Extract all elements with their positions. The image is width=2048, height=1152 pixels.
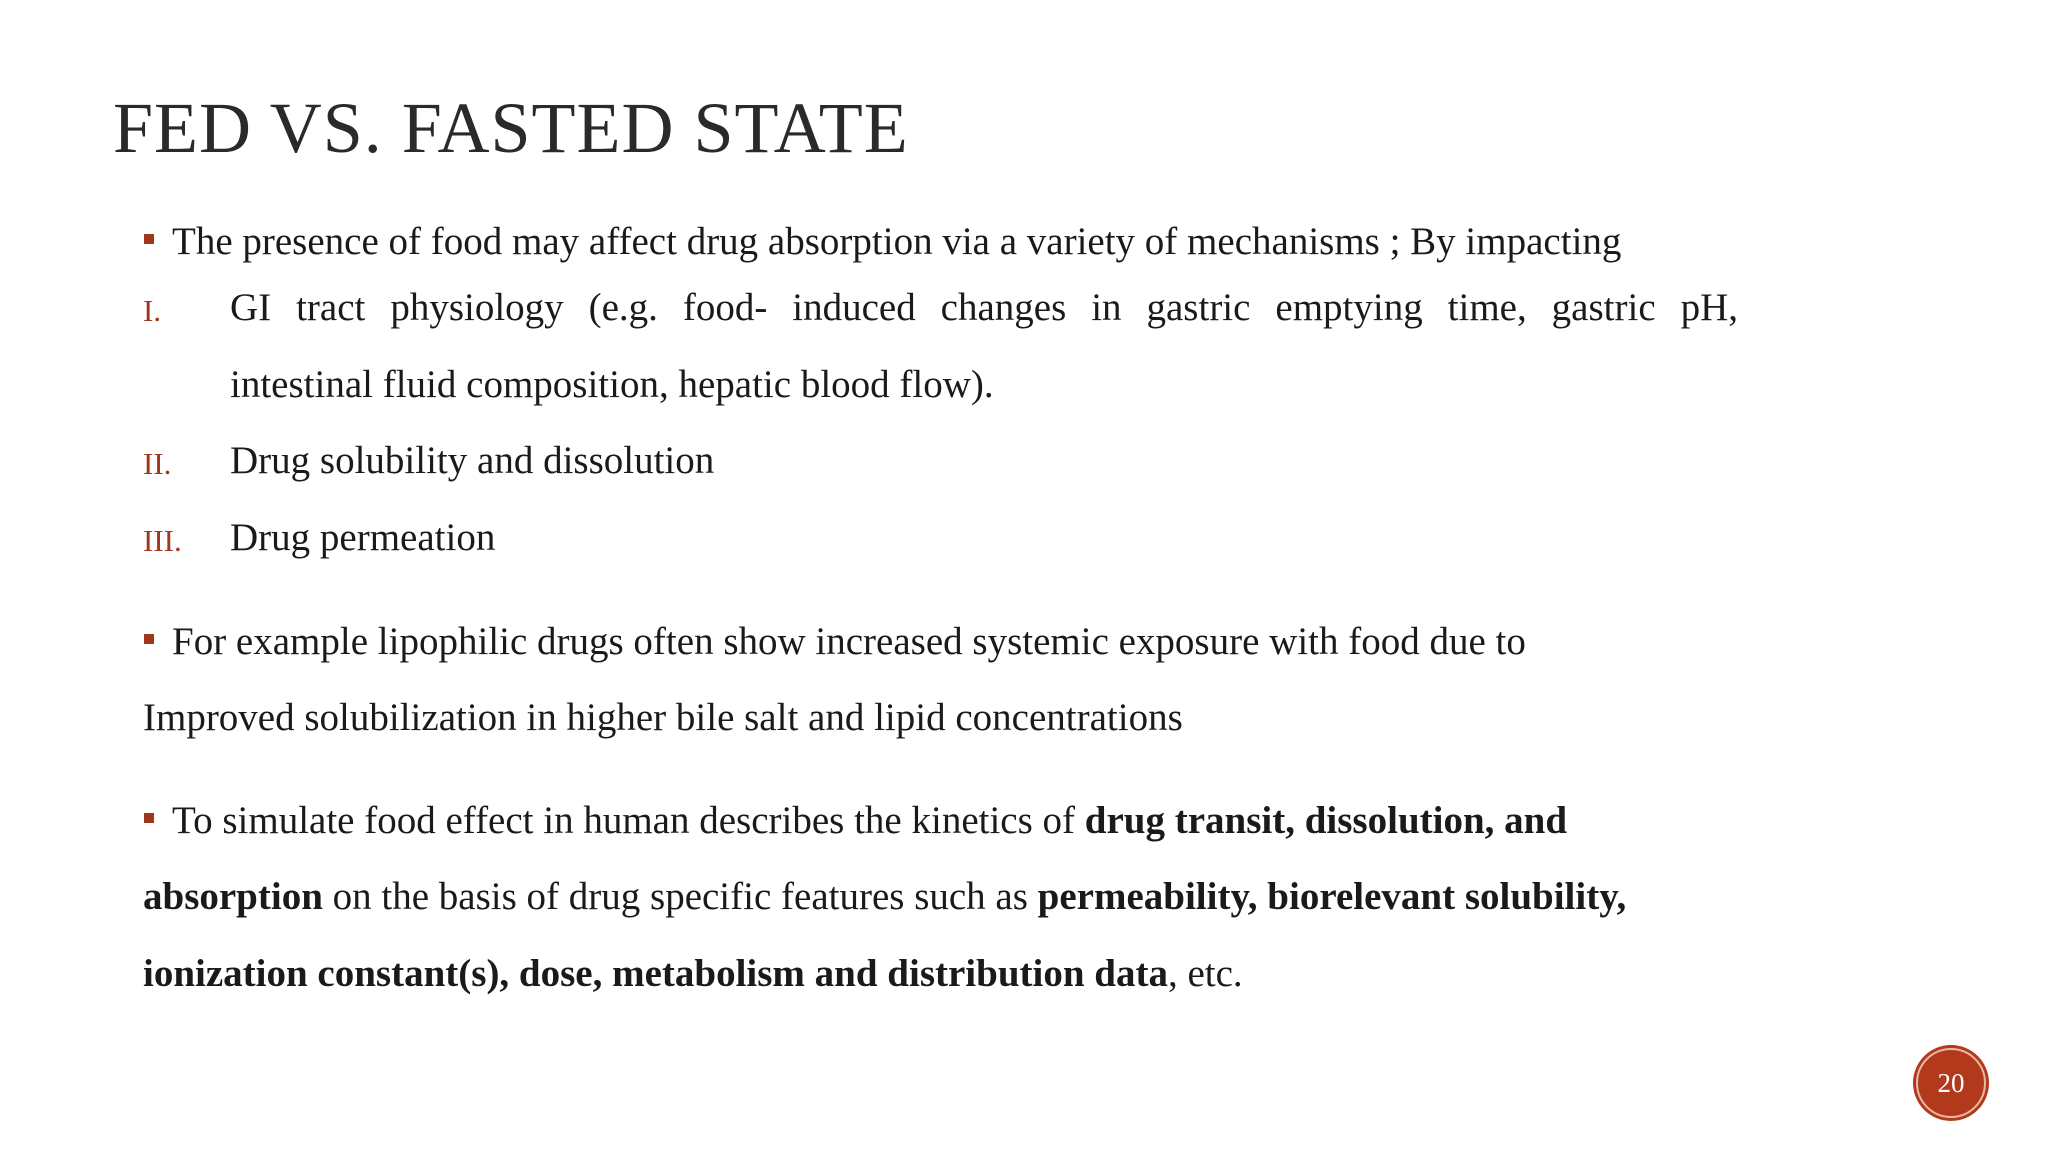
bullet-2-line-1: For example lipophilic drugs often show increased systemic exposure with food due to — [172, 620, 1526, 663]
bullet-3-line-2-bold-a: absorption — [143, 875, 323, 918]
item-1-line-1: GI tract physiology (e.g. food- induced changes in gastric emptying time, gastric pH, — [230, 286, 1738, 329]
bullet-marker — [144, 813, 154, 823]
item-1-numeral: I. — [143, 293, 162, 328]
bullet-3-line-3-plain: , etc. — [1167, 952, 1243, 995]
bullet-3-line-2 — [143, 877, 1626, 916]
item-2-text: Drug solubility and dissolution — [230, 439, 715, 482]
item-3-numeral: III. — [143, 523, 182, 558]
bullet-3-line-2-plain: on the basis of drug specific features such as — [322, 875, 1038, 918]
bullet-marker — [144, 234, 154, 244]
item-1-line-2: intestinal fluid composition, hepatic blood flow). — [230, 363, 994, 406]
item-2-numeral: II. — [143, 446, 172, 481]
slide-title: FED VS. FASTED STATE — [113, 88, 909, 168]
bullet-marker — [144, 634, 154, 644]
bullet-1-text: The presence of food may affect drug absorption via a variety of mechanisms ; By impacting — [172, 220, 1622, 263]
bullet-3-line-1-plain: To simulate food effect in human describes the kinetics of — [172, 799, 1085, 842]
bullet-3-line-1-bold: drug transit, dissolution, and — [1084, 799, 1568, 842]
bullet-3-line-3 — [143, 954, 1243, 993]
bullet-3-line-1 — [172, 801, 1567, 840]
item-3-text: Drug permeation — [230, 516, 496, 559]
bullet-3-line-2-bold-b: permeability, biorelevant solubility, — [1037, 875, 1627, 918]
bullet-2-line-2: Improved solubilization in higher bile salt and lipid concentrations — [143, 696, 1183, 739]
bullet-3-line-3-bold: ionization constant(s), dose, metabolism and distribution data — [143, 952, 1168, 995]
page-number-badge: 20 — [1916, 1048, 1986, 1118]
